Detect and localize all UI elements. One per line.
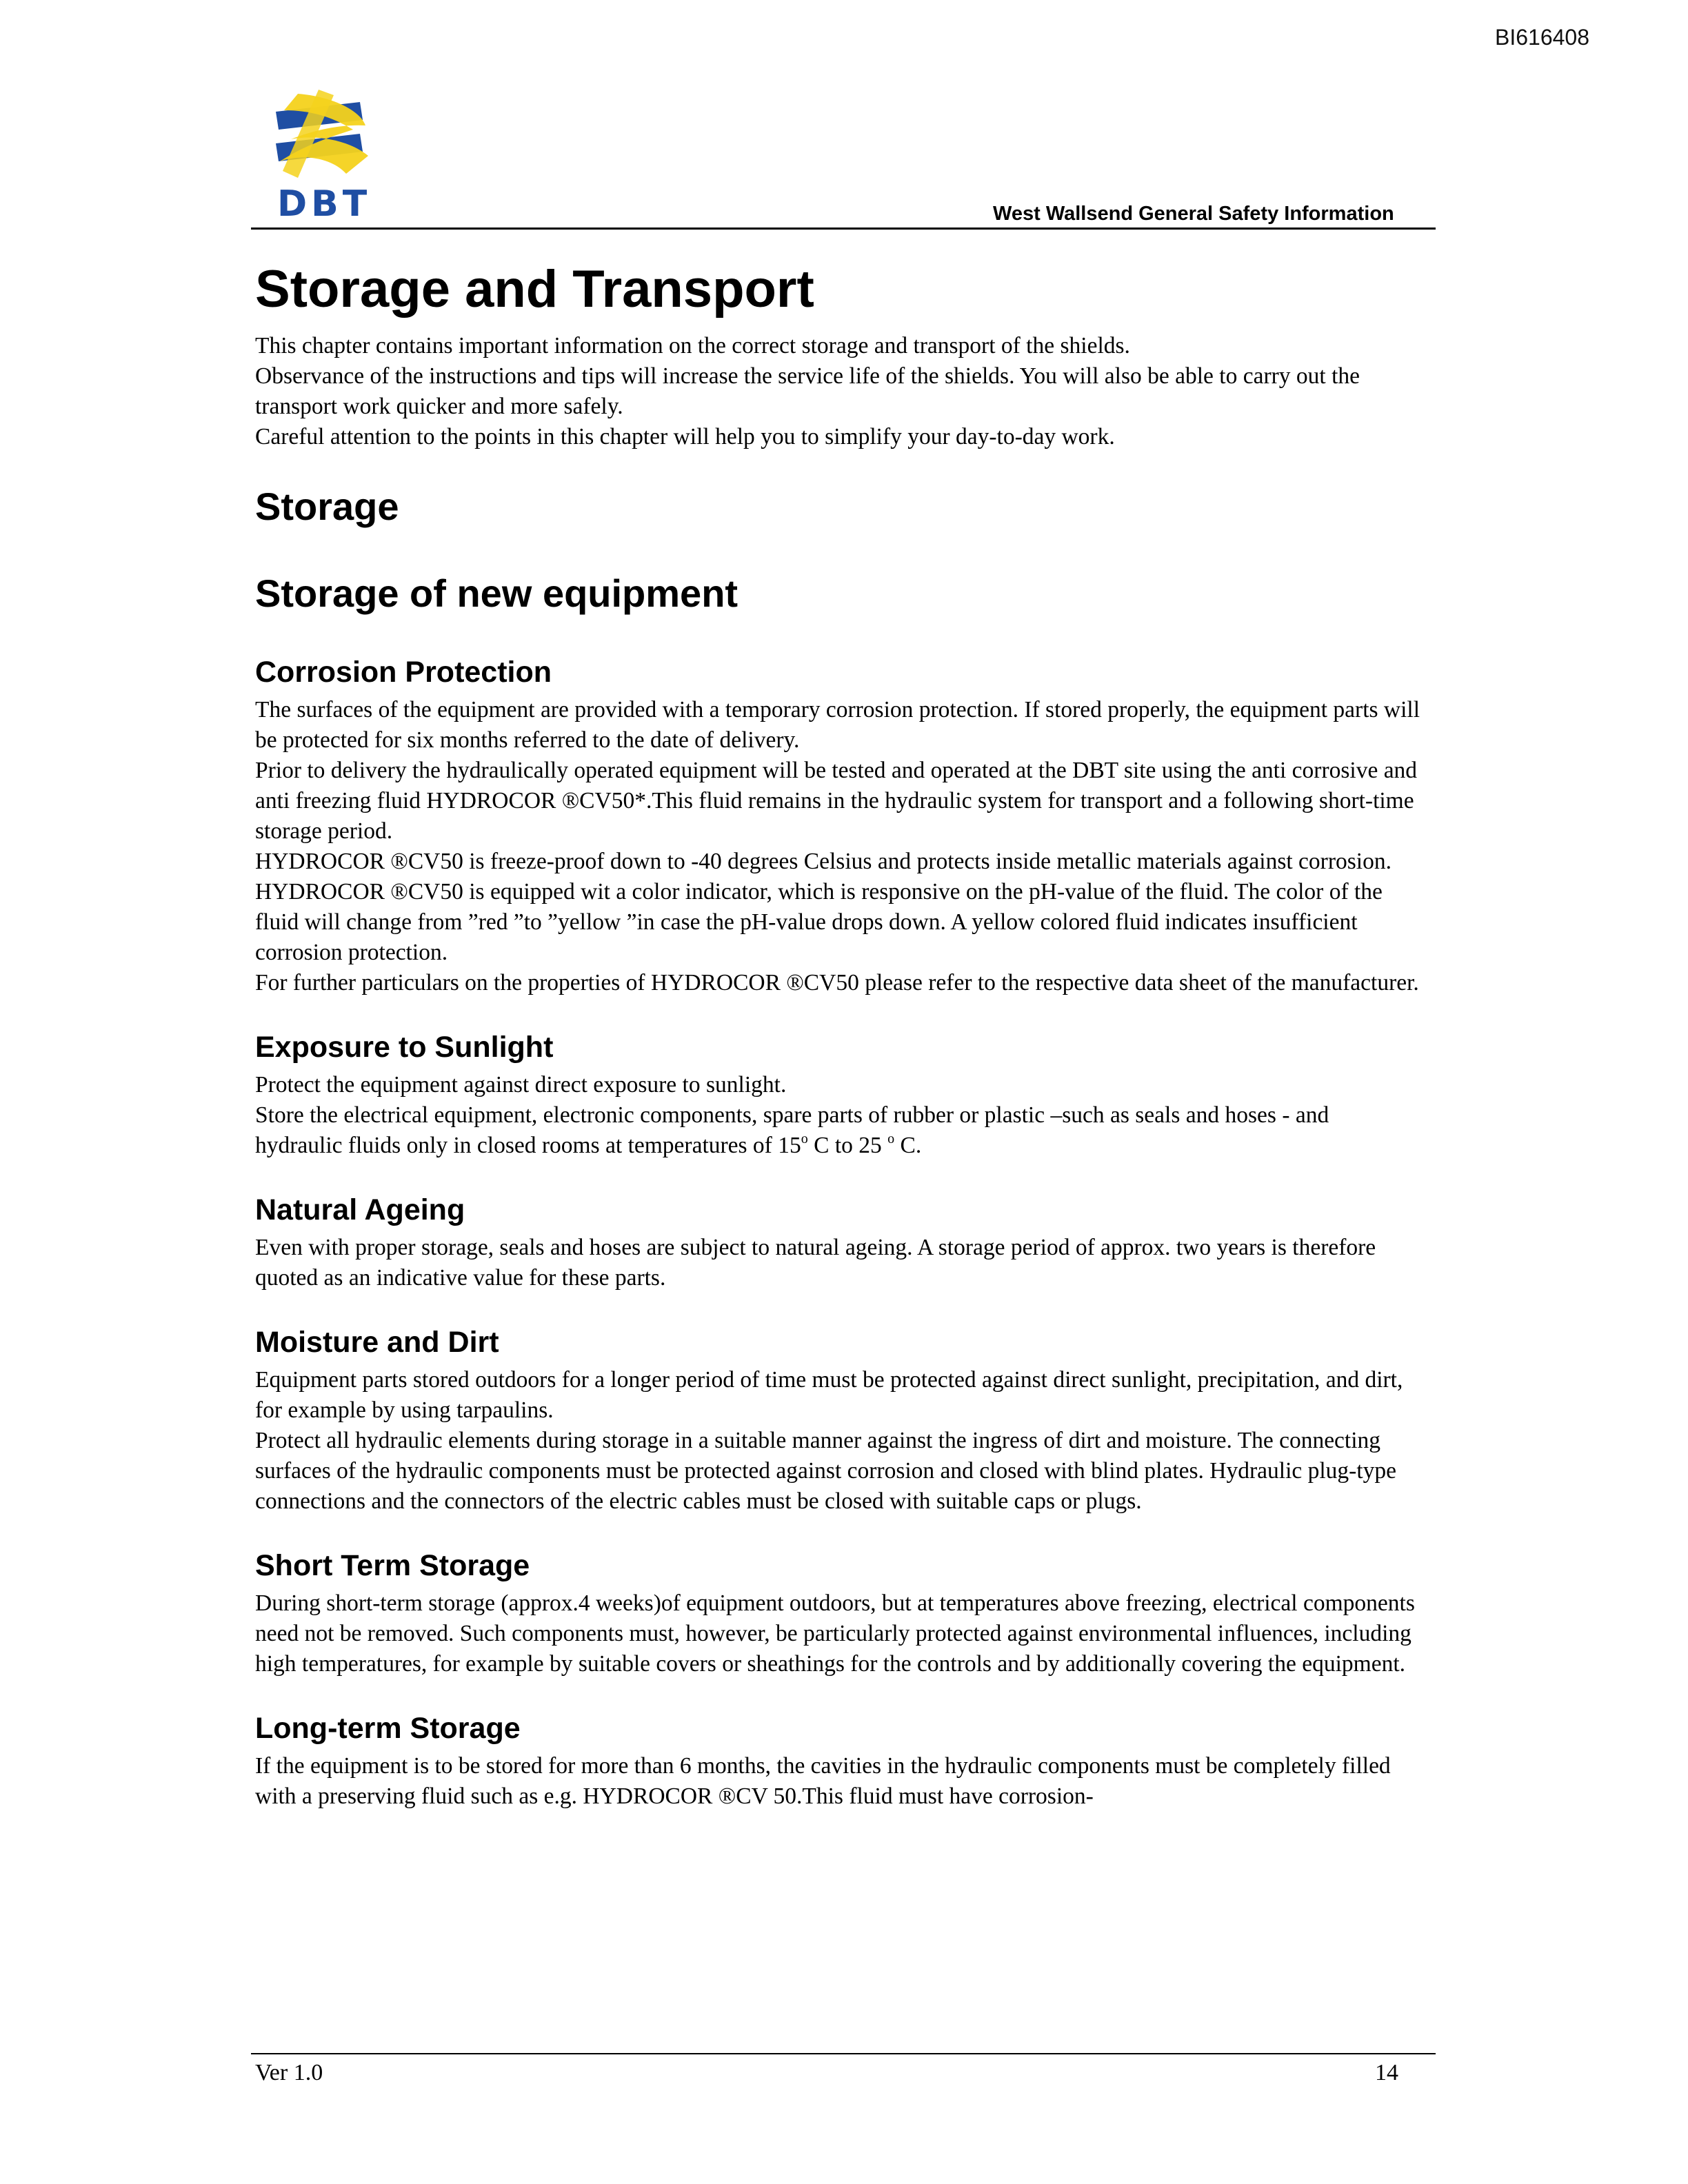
page-number: 14 xyxy=(1375,2060,1398,2085)
footer-version: Ver 1.0 xyxy=(255,2060,323,2085)
dbt-logo-icon xyxy=(270,90,374,179)
short-term-paragraph: During short-term storage (approx.4 weeks)of equipment outdoors, but at temperatures above freezing, electrical components need not be removed. Such components must, however, be particularly protected against environmental influences, including high temperatures, for example by suitable covers or sheathings for the controls and by additionally covering the equipment. xyxy=(255,1590,1415,1677)
heading-exposure-sunlight: Exposure to Sunlight xyxy=(255,1031,554,1064)
intro-paragraph: This chapter contains important information on the correct storage and transport of the shields. xyxy=(255,333,1130,358)
corrosion-paragraph: For further particulars on the properties of HYDROCOR ®CV50 please refer to the respective data sheet of the manufacturer. xyxy=(255,970,1419,995)
footer-divider xyxy=(251,2053,1436,2054)
corrosion-paragraph: HYDROCOR ®CV50 is freeze-proof down to -40 degrees Celsius and protects inside metallic materials against corrosion. xyxy=(255,849,1391,874)
sunlight-paragraph: Protect the equipment against direct exposure to sunlight. xyxy=(255,1072,787,1098)
moisture-paragraph: Protect all hydraulic elements during storage in a suitable manner against the ingress of dirt and moisture. The connecting surfaces of the hydraulic components must be protected against corrosion and closed with blind plates. Hydraulic plug-type connections and the connectors of the electric cables must be closed with suitable caps or plugs. xyxy=(255,1428,1397,1514)
sunlight-text: Store the electrical equipment, electronic components, spare parts of rubber or plastic –such as seals and hoses - and hydraulic fluids only in closed rooms at temperatures of 15 xyxy=(255,1102,1329,1158)
page-title: Storage and Transport xyxy=(255,260,814,318)
intro-paragraph: Observance of the instructions and tips will increase the service life of the shields. You will also be able to carry out the transport work quicker and more safely. xyxy=(255,363,1360,419)
main-content xyxy=(255,255,1420,1812)
logo-text: DBT xyxy=(277,183,372,225)
header-divider xyxy=(251,228,1436,230)
dbt-logo xyxy=(270,90,374,228)
degree-mark: o xyxy=(887,1131,895,1146)
sunlight-text: C. xyxy=(894,1133,922,1158)
ageing-paragraph: Even with proper storage, seals and hoses are subject to natural ageing. A storage period of approx. two years is therefore quoted as an indicative value for these parts. xyxy=(255,1235,1376,1291)
heading-long-term-storage: Long-term Storage xyxy=(255,1712,521,1745)
corrosion-paragraph: Prior to delivery the hydraulically operated equipment will be tested and operated at the DBT site using the anti corrosive and anti freezing fluid HYDROCOR ®CV50*.This fluid remains in the hydraulic system for transport and a following short-time storage period. xyxy=(255,758,1418,844)
section-heading-storage: Storage xyxy=(255,485,399,528)
moisture-paragraph: Equipment parts stored outdoors for a longer period of time must be protected against direct sunlight, precipitation, and dirt, for example by using tarpaulins. xyxy=(255,1367,1403,1423)
corrosion-paragraph: The surfaces of the equipment are provided with a temporary corrosion protection. If stored properly, the equipment parts will be protected for six months referred to the date of delivery. xyxy=(255,697,1420,753)
long-term-paragraph: If the equipment is to be stored for more than 6 months, the cavities in the hydraulic components must be completely filled with a preserving fluid such as e.g. HYDROCOR ®CV 50.This fluid must have corrosion- xyxy=(255,1753,1391,1809)
sunlight-paragraph xyxy=(255,1100,1420,1161)
intro xyxy=(255,331,1420,452)
document-id: BI616408 xyxy=(1495,25,1590,50)
heading-corrosion-protection: Corrosion Protection xyxy=(255,656,552,689)
header-title: West Wallsend General Safety Information xyxy=(993,203,1394,225)
sunlight-text: C to 25 xyxy=(807,1133,888,1158)
intro-paragraph: Careful attention to the points in this chapter will help you to simplify your day-to-day work. xyxy=(255,424,1115,449)
section-heading-new-equipment: Storage of new equipment xyxy=(255,572,738,615)
degree-mark: o xyxy=(801,1131,808,1146)
heading-moisture-dirt: Moisture and Dirt xyxy=(255,1326,499,1359)
heading-natural-ageing: Natural Ageing xyxy=(255,1193,465,1226)
corrosion-paragraph: HYDROCOR ®CV50 is equipped wit a color indicator, which is responsive on the pH-value of the fluid. The color of the fluid will change from ”red ”to ”yellow ”in case the pH-value drops down. A yellow colored fluid indicates insufficient corrosion protection. xyxy=(255,879,1383,965)
heading-short-term-storage: Short Term Storage xyxy=(255,1549,530,1582)
